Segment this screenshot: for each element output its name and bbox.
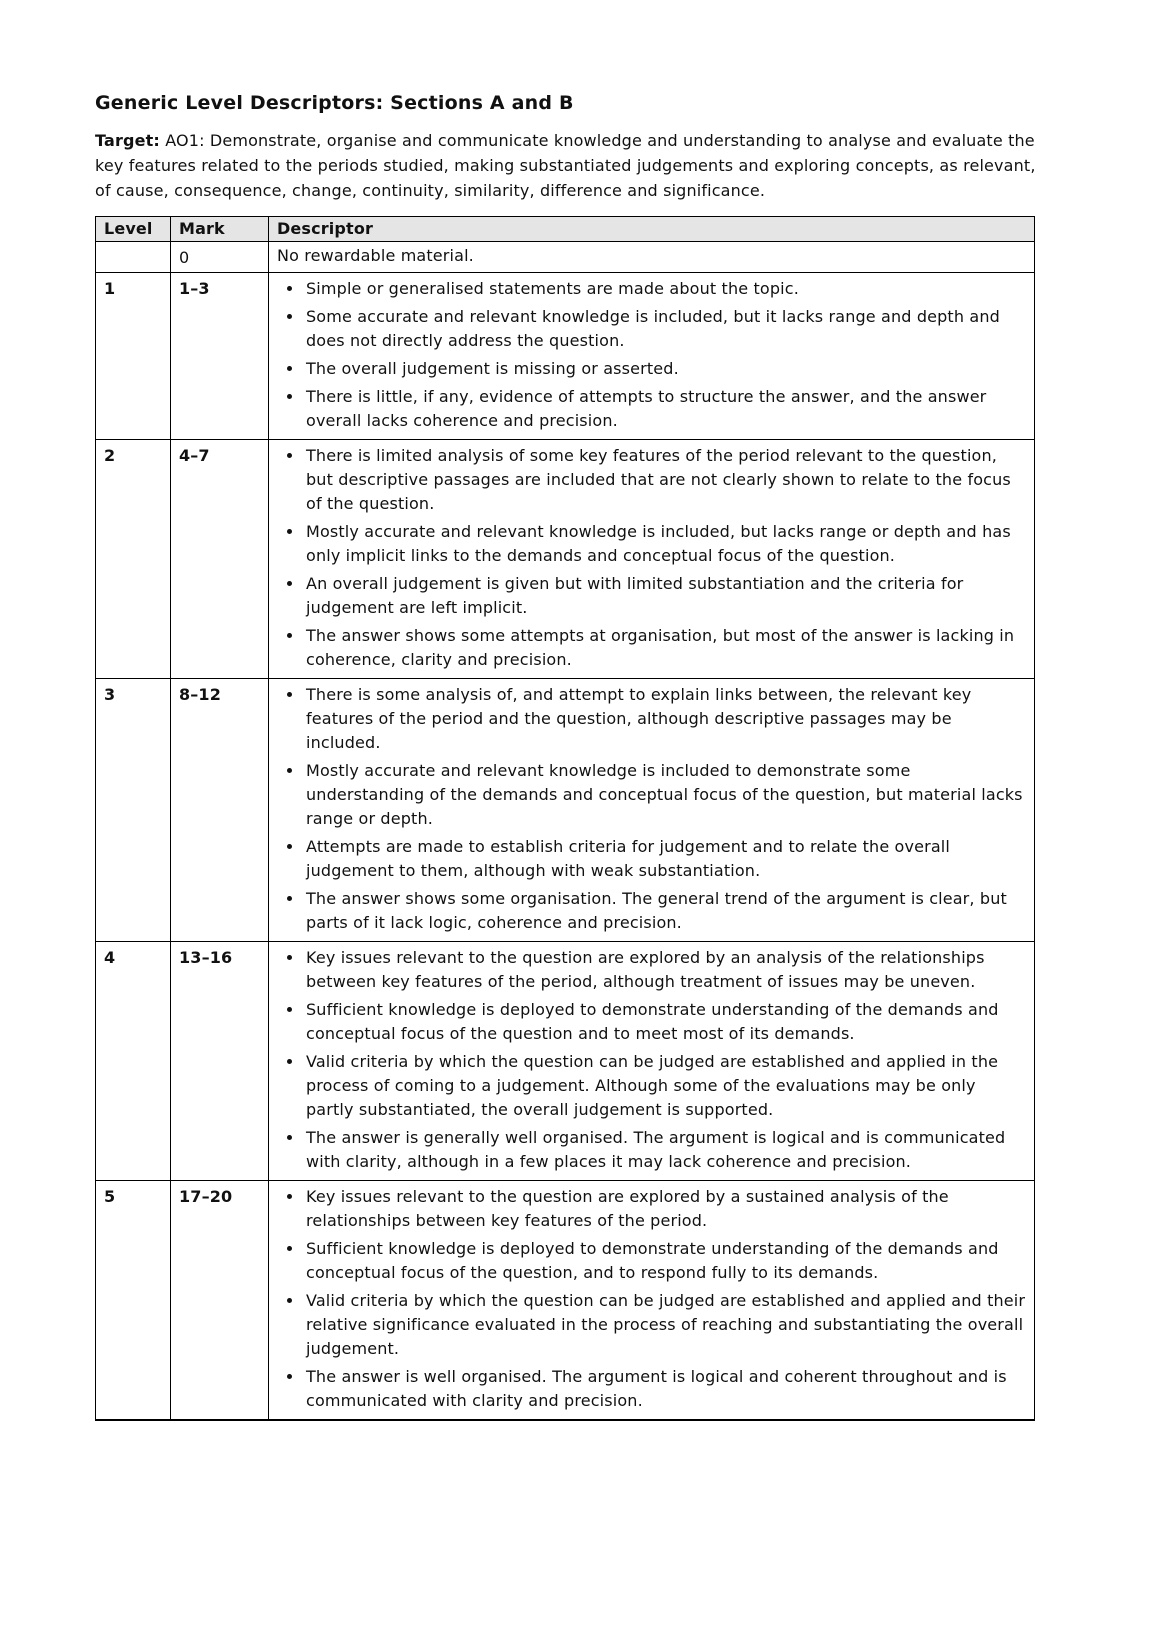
descriptor-bullet: • There is limited analysis of some key features of the period relevant to the question, but descriptive passages are included that are not clearly shown to relate to the focus of the question. xyxy=(304,444,1026,516)
descriptor-text: No rewardable material. xyxy=(277,246,474,265)
level-cell: 3 xyxy=(96,679,171,942)
descriptor-bullet: • Mostly accurate and relevant knowledge is included to demonstrate some understanding of the demands and conceptual focus of the question, but material lacks range or depth. xyxy=(304,759,1026,831)
mark-cell: 13–16 xyxy=(171,942,269,1181)
descriptor-bullet: • An overall judgement is given but with limited substantiation and the criteria for judgement are left implicit. xyxy=(304,572,1026,620)
descriptor-bullet: • Valid criteria by which the question can be judged are established and applied in the process of coming to a judgement. Although some of the evaluations may be only partly substantiated, the overall judgement is supported. xyxy=(304,1050,1026,1122)
descriptor-bullet: • The answer is generally well organised. The argument is logical and is communicated with clarity, although in a few places it may lack coherence and precision. xyxy=(304,1126,1026,1174)
descriptor-bullet: • There is little, if any, evidence of attempts to structure the answer, and the answer overall lacks coherence and precision. xyxy=(304,385,1026,433)
descriptor-cell xyxy=(269,1181,1035,1421)
table-row xyxy=(96,273,1035,440)
table-row xyxy=(96,1181,1035,1421)
descriptor-bullet-list xyxy=(277,1185,1026,1413)
page-title: Generic Level Descriptors: Sections A and B xyxy=(95,92,574,114)
table-row xyxy=(96,679,1035,942)
column-header-level: Level xyxy=(96,217,171,242)
descriptor-bullet: • The overall judgement is missing or asserted. xyxy=(304,357,1026,381)
descriptor-bullet: • Key issues relevant to the question are explored by a sustained analysis of the relationships between key features of the period. xyxy=(304,1185,1026,1233)
descriptor-bullet: • Sufficient knowledge is deployed to demonstrate understanding of the demands and conceptual focus of the question, and to respond fully to its demands. xyxy=(304,1237,1026,1285)
table-row xyxy=(96,242,1035,273)
target-paragraph xyxy=(95,128,1036,203)
descriptor-cell xyxy=(269,242,1035,273)
descriptor-cell xyxy=(269,942,1035,1181)
descriptor-bullet: • The answer is well organised. The argument is logical and coherent throughout and is communicated with clarity and precision. xyxy=(304,1365,1026,1413)
descriptor-bullet-list xyxy=(277,277,1026,433)
descriptor-bullet: • Key issues relevant to the question are explored by an analysis of the relationships between key features of the period, although treatment of issues may be uneven. xyxy=(304,946,1026,994)
descriptor-bullet: • Valid criteria by which the question can be judged are established and applied and their relative significance evaluated in the process of reaching and substantiating the overall judgement. xyxy=(304,1289,1026,1361)
level-cell: 5 xyxy=(96,1181,171,1421)
mark-cell: 0 xyxy=(171,242,269,273)
descriptor-bullet: • Sufficient knowledge is deployed to demonstrate understanding of the demands and conceptual focus of the question and to meet most of its demands. xyxy=(304,998,1026,1046)
descriptor-bullet: • Some accurate and relevant knowledge is included, but it lacks range and depth and does not directly address the question. xyxy=(304,305,1026,353)
column-header-descriptor: Descriptor xyxy=(269,217,1035,242)
table-body xyxy=(96,242,1035,1421)
descriptor-bullet: • Simple or generalised statements are made about the topic. xyxy=(304,277,1026,301)
descriptor-bullet-list xyxy=(277,444,1026,672)
descriptor-cell xyxy=(269,679,1035,942)
level-descriptors-table xyxy=(95,216,1035,1421)
level-cell xyxy=(96,242,171,273)
mark-cell: 4–7 xyxy=(171,440,269,679)
descriptor-bullet-list xyxy=(277,946,1026,1174)
descriptor-cell xyxy=(269,440,1035,679)
descriptor-bullet: • Attempts are made to establish criteria for judgement and to relate the overall judgement to them, although with weak substantiation. xyxy=(304,835,1026,883)
mark-cell: 1–3 xyxy=(171,273,269,440)
descriptor-bullet: • There is some analysis of, and attempt to explain links between, the relevant key features of the period and the question, although descriptive passages may be included. xyxy=(304,683,1026,755)
descriptor-cell xyxy=(269,273,1035,440)
level-cell: 2 xyxy=(96,440,171,679)
table-row xyxy=(96,440,1035,679)
level-cell: 4 xyxy=(96,942,171,1181)
descriptor-bullet-list xyxy=(277,683,1026,935)
descriptor-bullet: • Mostly accurate and relevant knowledge is included, but lacks range or depth and has only implicit links to the demands and conceptual focus of the question. xyxy=(304,520,1026,568)
level-cell: 1 xyxy=(96,273,171,440)
target-label: Target: xyxy=(95,131,160,150)
mark-cell: 17–20 xyxy=(171,1181,269,1421)
table-row xyxy=(96,942,1035,1181)
mark-cell: 8–12 xyxy=(171,679,269,942)
column-header-mark: Mark xyxy=(171,217,269,242)
target-text: AO1: Demonstrate, organise and communicate knowledge and understanding to analyse and evaluate the key features related to the periods studied, making substantiated judgements and exploring concepts, as relevant, of cause, consequence, change, continuity, similarity, difference and significance. xyxy=(95,131,1036,200)
descriptor-bullet: • The answer shows some attempts at organisation, but most of the answer is lacking in coherence, clarity and precision. xyxy=(304,624,1026,672)
descriptor-bullet: • The answer shows some organisation. The general trend of the argument is clear, but parts of it lack logic, coherence and precision. xyxy=(304,887,1026,935)
table-header-row xyxy=(96,217,1035,242)
